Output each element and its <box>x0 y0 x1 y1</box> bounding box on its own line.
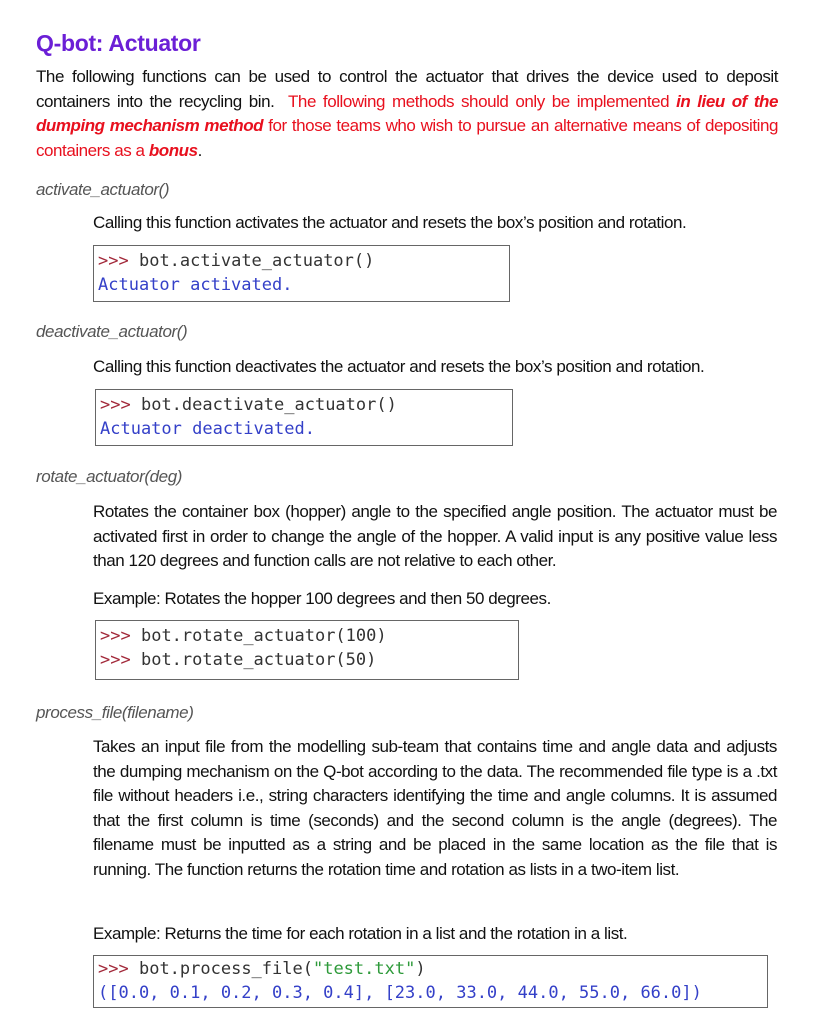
function-name-rotate: rotate_actuator(deg) <box>36 467 183 486</box>
example-process-file: Example: Returns the time for each rotation in a list and the rotation in a list. <box>93 924 628 943</box>
intro-text: The following functions can be used to control the actuator that drives the device used to deposit containers into the recycling bin. <box>36 67 778 111</box>
code-block-activate: >>> bot.activate_actuator() Actuator activated. <box>93 245 510 302</box>
example-rotate: Example: Rotates the hopper 100 degrees and then 50 degrees. <box>93 589 551 608</box>
intro-paragraph: The following functions can be used to control the actuator that drives the device used to deposit containers into the recycling bin. The following methods should only be implemented in lieu of the dumping mechanism method for those teams who wish to pursue an alternative means of depositing containers as a bonus. <box>36 67 778 160</box>
bonus-note: The following methods should only be implemented in lieu of the dumping mechanism method for those teams who wish to pursue an alternative means of depositing containers as a bonus <box>36 91 778 160</box>
function-name-activate: activate_actuator() <box>36 180 170 199</box>
function-name-deactivate: deactivate_actuator() <box>36 322 188 341</box>
code-block-rotate: >>> bot.rotate_actuator(100) >>> bot.rotate_actuator(50) <box>95 620 519 680</box>
function-desc-deactivate: Calling this function deactivates the actuator and resets the box’s position and rotation. <box>93 357 705 376</box>
function-name-process-file: process_file(filename) <box>36 703 194 722</box>
code-block-process-file: >>> bot.process_file("test.txt") ([0.0, 0.1, 0.2, 0.3, 0.4], [23.0, 33.0, 44.0, 55.0, 66.0]) <box>93 955 768 1008</box>
function-desc-process-file: Takes an input file from the modelling sub-team that contains time and angle data and adjusts the dumping mechanism on the Q-bot according to the data. The recommended file type is a .txt file without headers i.e., string characters identifying the time and angle columns. It is assumed that the first column is time (seconds) and the second column is the angle (degrees). The filename must be inputted as a string and be placed in the same location as the file that is running. The function returns the rotation time and rotation as lists in a two-item list. <box>93 737 777 879</box>
function-desc-activate: Calling this function activates the actuator and resets the box’s position and rotation. <box>93 213 687 232</box>
function-desc-rotate: Rotates the container box (hopper) angle to the specified angle position. The actuator must be activated first in order to change the angle of the hopper. A valid input is any positive value less than 120 degrees and function calls are not relative to each other. <box>93 502 777 570</box>
code-block-deactivate: >>> bot.deactivate_actuator() Actuator deactivated. <box>95 389 513 446</box>
page-title: Q-bot: Actuator <box>36 30 201 56</box>
